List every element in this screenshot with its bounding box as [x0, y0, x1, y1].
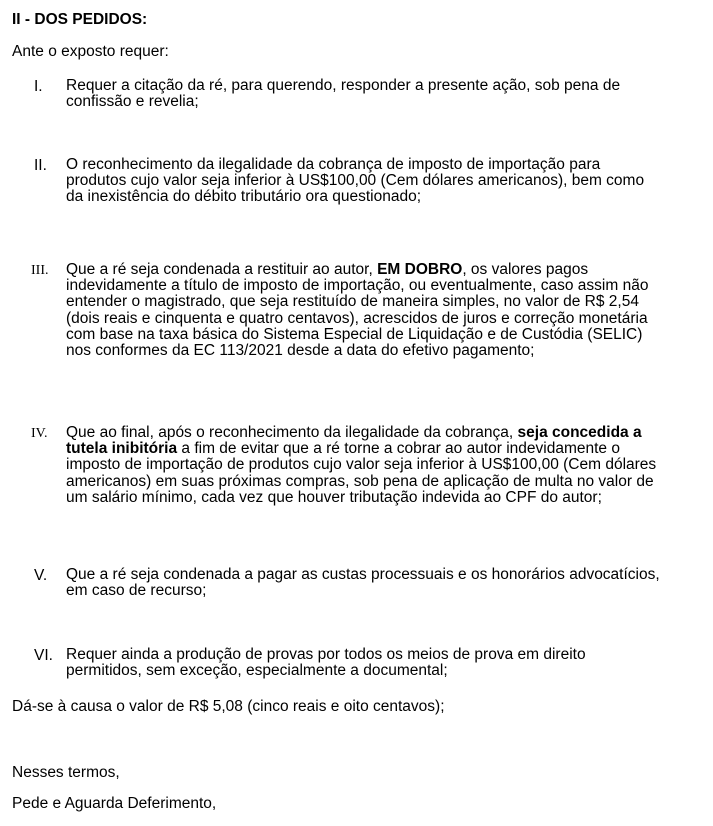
emphasis-text: seja concedida a	[517, 424, 642, 441]
emphasis-text: tutela inibitória	[66, 440, 178, 458]
item-line: Requer a citação da ré, para querendo, responder a presente ação, sob pena de	[66, 77, 621, 94]
text-run: Que ao final, após o reconhecimento da ilegalidade da cobrança,	[66, 424, 518, 441]
item-numeral: I.	[34, 78, 43, 95]
closing-line: Pede e Aguarda Deferimento,	[12, 795, 217, 812]
item-line: Requer ainda a produção de provas por todos os meios de prova em direito	[66, 646, 586, 663]
item-line: em caso de recurso;	[66, 582, 207, 600]
item-numeral: II.	[34, 157, 47, 174]
item-line: produtos cujo valor seja inferior à US$100,00 (Cem dólares americanos), bem como	[66, 172, 645, 190]
item-line	[66, 262, 710, 278]
item-line: um salário mínimo, cada vez que houver tributação indevida ao CPF do autor;	[66, 488, 602, 506]
item-text	[66, 567, 710, 599]
text-run: a fim de evitar que a ré torne a cobrar ao autor indevidamente o	[177, 440, 620, 458]
item-line: confissão e revelia;	[66, 93, 199, 111]
item-line: permitidos, sem exceção, especialmente a documental;	[66, 662, 448, 680]
item-line: Que a ré seja condenada a pagar as custas processuais e os honorários advocatícios,	[66, 566, 660, 583]
item-text	[66, 157, 710, 206]
case-value-statement: Dá-se à causa o valor de R$ 5,08 (cinco reais e oito centavos);	[12, 698, 445, 715]
item-line: (dois reais e cinquenta e quatro centavos), acrescidos de juros e correção monetária	[66, 309, 648, 327]
item-line: O reconhecimento da ilegalidade da cobrança de imposto de importação para	[66, 156, 601, 173]
item-text	[66, 78, 710, 110]
text-run: , os valores pagos	[462, 261, 589, 278]
closing-line: Nesses termos,	[12, 764, 120, 781]
intro-text: Ante o exposto requer:	[12, 43, 169, 60]
item-line: da inexistência do débito tributário ora questionado;	[66, 188, 422, 206]
item-text	[66, 647, 710, 679]
emphasis-text: EM DOBRO	[377, 261, 463, 278]
item-line: americanos) em suas próximas compras, sob pena de aplicação de multa no valor de	[66, 472, 654, 490]
item-numeral: III.	[31, 263, 49, 278]
item-line: imposto de importação de produtos cujo valor seja inferior à US$100,00 (Cem dólares	[66, 456, 657, 474]
item-line	[66, 441, 710, 457]
text-run: Que a ré seja condenada a restituir ao autor,	[66, 261, 378, 278]
item-line: entender o magistrado, que seja restituído de maneira simples, no valor de R$ 2,54	[66, 293, 639, 311]
item-text	[66, 262, 710, 359]
item-line: indevidamente a título de imposto de importação, ou eventualmente, caso assim não	[66, 277, 649, 295]
item-numeral: IV.	[31, 426, 48, 441]
item-numeral: V.	[34, 567, 48, 584]
item-numeral: VI.	[34, 647, 53, 664]
item-text	[66, 425, 710, 506]
item-line	[66, 425, 710, 441]
item-line: nos conformes da EC 113/2021 desde a data do efetivo pagamento;	[66, 342, 535, 360]
section-heading: II - DOS PEDIDOS:	[12, 11, 148, 28]
item-line: com base na taxa básica do Sistema Especial de Liquidação e de Custódia (SELIC)	[66, 325, 643, 343]
